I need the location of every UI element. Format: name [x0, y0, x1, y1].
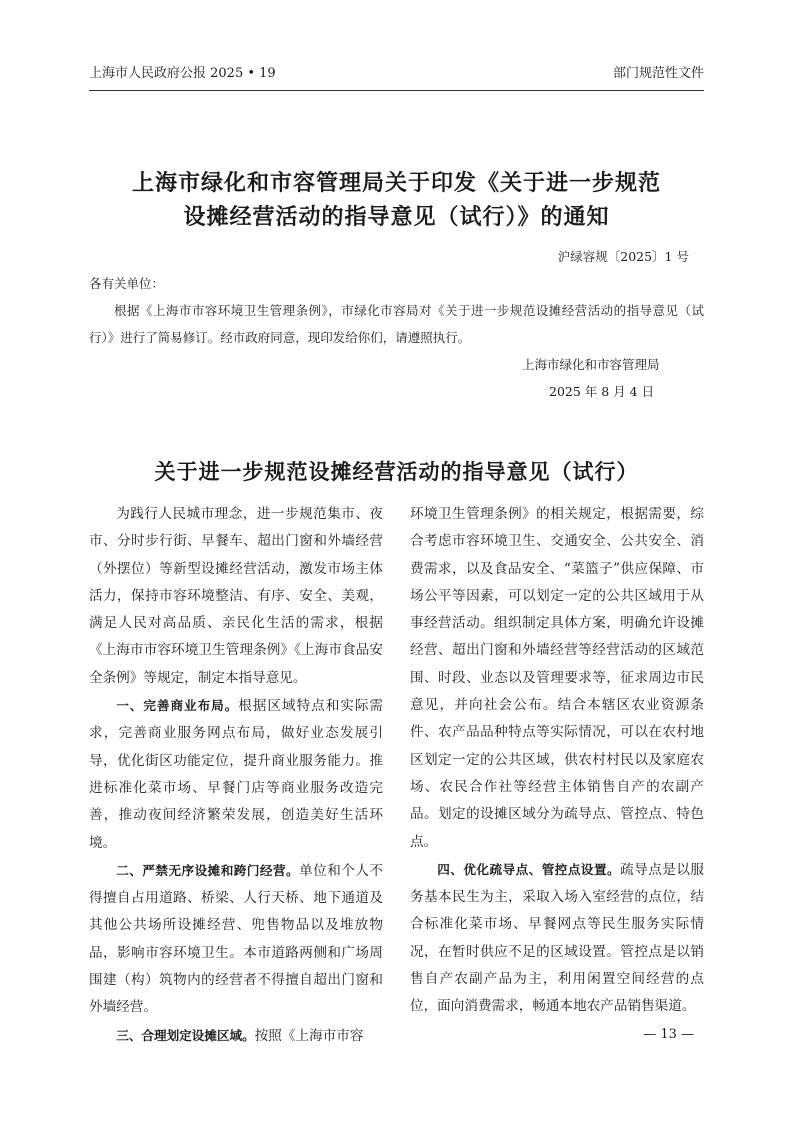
section-1	[89, 692, 383, 857]
section-3	[89, 1022, 383, 1050]
section-2	[89, 857, 383, 1022]
section-text: 疏导点是以服务基本民生为主，采取入场入室经营的点位，结合标准化菜市场、早餐网点等民生服务实际情况，在暂时供应不足的区域设置。管控点是以销售自产农副产品为主，利用闲置空间经营的点位，面向消费需求，畅通本地农产品销售渠道。	[410, 861, 705, 1015]
section-text: 单位和个人不得擅自占用道路、桥梁、人行天桥、地下通道及其他公共场所设摊经营、兜售物品以及堆放物品，影响市容环境卫生。本市道路两侧和广场周围建（构）筑物内的经营者不得擅自超出门窗和外墙经营。	[89, 862, 384, 1016]
signature: 上海市绿化和市容管理局	[522, 357, 660, 372]
section-text: 按照《上海市市容	[254, 1027, 364, 1044]
left-column	[89, 501, 383, 1050]
salutation: 各有关单位：	[89, 276, 165, 291]
date-row	[89, 378, 704, 405]
section-heading: 三、合理划定设摊区域。	[116, 1027, 255, 1043]
right-column	[410, 501, 704, 1050]
notice-title-line2: 设摊经营活动的指导意见（试行）》的通知	[183, 205, 610, 230]
section-heading: 四、优化疏导点、管控点设置。	[437, 861, 621, 877]
signature-row	[89, 351, 704, 378]
two-column-body	[89, 501, 704, 1050]
running-header	[89, 0, 704, 91]
intro-paragraph: 为践行人民城市理念，进一步规范集市、夜市、分时步行街、早餐车、超出门窗和外墙经营（外摆位）等新型设摊经营活动，激发市场主体活力，保持市容环境整洁、有序、安全、美观，满足人民对高品质、亲民化生活的需求，根据《上海市市容环境卫生管理条例》《上海市食品安全条例》等规定，制定本指导意见。	[89, 506, 383, 686]
page-number: — 13 —	[643, 1026, 694, 1042]
section-3-continued: 环境卫生管理条例》的相关规定，根据需要，综合考虑市容环境卫生、交通安全、公共安全、消费需求，以及食品安全、“菜篮子”供应保障、市场公平等因素，可以划定一定的公共区域用于从事经营活动。组织制定具体方案，明确允许设摊经营、超出门窗和外墙经营等经营活动的区域范围、时段、业态以及管理要求等，征求周边市民意见，并向社会公布。结合本辖区农业资源条件、农产品品种特点等实际情况，可以在农村地区划定一定的公共区域，供农村村民以及家庭农场、农民合作社等经营主体销售自产的农副产品。划定的设摊区域分为疏导点、管控点、特色点。	[410, 506, 704, 850]
doc-number: 沪绿容规〔2025〕1 号	[557, 249, 689, 264]
notice-body: 根据《上海市市容环境卫生管理条例》，市绿化市容局对《关于进一步规范设摊经营活动的指导意见（试行）》进行了简易修订。经市政府同意，现印发给你们，请遵照执行。	[89, 303, 704, 345]
section-heading: 二、严禁无序设摊和跨门经营。	[116, 862, 300, 878]
section-header: 部门规范性文件	[612, 66, 704, 81]
section-heading: 一、完善商业布局。	[116, 698, 239, 714]
issue-date: 2025 年 8 月 4 日	[549, 384, 655, 399]
journal-header: 上海市人民政府公报 2025 • 19	[89, 66, 276, 81]
section-4	[410, 856, 704, 1021]
section-text: 根据区域特点和实际需求，完善商业服务网点布局，做好业态发展引导，优化街区功能定位，提升商业服务能力。推进标准化菜市场、早餐门店等商业服务改造完善，推动夜间经济繁荣发展，创造美好生活环境。	[89, 698, 383, 851]
notice-title-line1: 上海市绿化和市容管理局关于印发《关于进一步规范	[131, 171, 661, 196]
opinion-title: 关于进一步规范设摊经营活动的指导意见（试行）	[154, 460, 639, 484]
